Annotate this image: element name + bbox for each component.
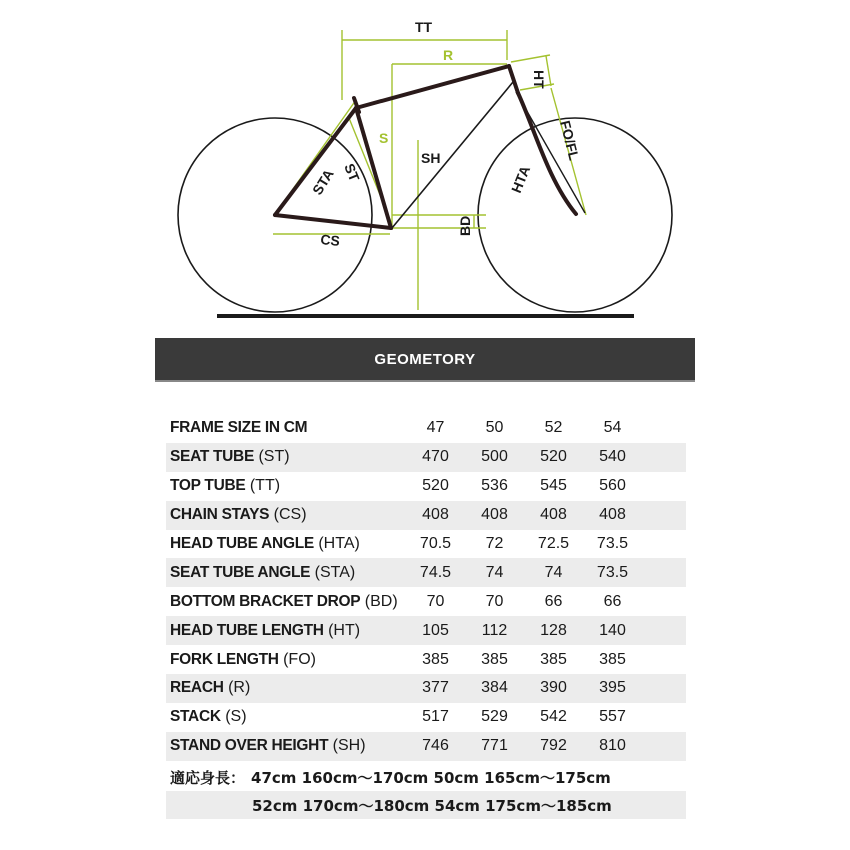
table-cell: 545: [540, 477, 567, 495]
row-label-abbr: (STA): [310, 563, 356, 581]
label-fo-fl: FO/FL: [557, 118, 583, 162]
table-cell: 70: [426, 592, 445, 610]
table-cell: 390: [524, 674, 583, 703]
table-cell: 520: [524, 443, 583, 472]
table-row: [166, 414, 686, 443]
table-cell: 72.5: [537, 535, 570, 552]
table-cell: 73.5: [596, 535, 629, 552]
row-label: [166, 501, 406, 530]
row-label-name: BOTTOM BRACKET DROP: [170, 592, 361, 610]
table-cell: 385: [540, 650, 567, 668]
table-row: [166, 472, 686, 501]
table-cell: 771: [465, 732, 524, 761]
row-label-name: FRAME SIZE IN CM: [170, 419, 308, 437]
table-cell: 810: [583, 732, 642, 761]
row-label: [166, 703, 406, 732]
row-label-name: REACH: [170, 679, 224, 697]
row-label-abbr: (HT): [323, 621, 361, 639]
table-cell: 746: [406, 732, 465, 761]
row-label: [166, 587, 406, 616]
table-row: [166, 674, 686, 703]
row-label-abbr: (HTA): [313, 535, 360, 552]
row-padding: [642, 616, 686, 645]
label-sta: STA: [308, 166, 337, 198]
fit-line-1: 47cm 160cm〜170cm 50cm 165cm〜175cm: [251, 768, 611, 787]
label-r: R: [443, 47, 454, 63]
row-padding: [642, 558, 686, 587]
label-s: S: [379, 130, 389, 146]
table-cell: 384: [465, 674, 524, 703]
table-cell: 74: [465, 558, 524, 587]
row-padding: [642, 443, 686, 472]
table-row: [166, 587, 686, 616]
table-row: [166, 530, 686, 559]
table-cell: 70: [485, 592, 504, 610]
row-label: [166, 558, 406, 587]
table-cell: 52: [544, 419, 563, 437]
label-tt: TT: [415, 19, 433, 35]
row-label-abbr: (SH): [328, 737, 366, 755]
table-row: [166, 703, 686, 732]
table-cell: 540: [583, 443, 642, 472]
row-padding: [642, 530, 686, 559]
row-padding: [642, 645, 686, 674]
table-cell: 542: [540, 708, 567, 726]
row-label-abbr: (S): [220, 708, 247, 726]
table-cell: 395: [583, 674, 642, 703]
row-label-name: SEAT TUBE ANGLE: [170, 563, 311, 581]
row-label-abbr: (ST): [254, 448, 290, 466]
row-label-name: STAND OVER HEIGHT: [170, 737, 329, 755]
row-label: [166, 732, 406, 761]
label-bd: BD: [457, 215, 473, 236]
down-tube: [392, 82, 513, 228]
table-cell: 377: [406, 674, 465, 703]
row-label-name: HEAD TUBE LENGTH: [170, 621, 324, 639]
table-cell: 112: [465, 616, 524, 645]
row-label-abbr: (CS): [269, 506, 307, 524]
table-cell: 74: [524, 558, 583, 587]
table-cell: 74.5: [406, 558, 465, 587]
row-label-name: HEAD TUBE ANGLE: [170, 535, 314, 552]
row-padding: [642, 587, 686, 616]
table-cell: 520: [422, 477, 449, 495]
row-label: [166, 616, 406, 645]
row-label-abbr: (BD): [360, 592, 398, 610]
table-row: [166, 501, 686, 530]
table-row: [166, 616, 686, 645]
row-label: [166, 645, 406, 674]
row-label-name: SEAT TUBE: [170, 448, 254, 466]
label-st: ST: [341, 161, 363, 184]
table-cell: 128: [524, 616, 583, 645]
row-label: [166, 414, 406, 443]
table-cell: 70.5: [419, 535, 452, 552]
table-cell: 54: [603, 419, 622, 437]
table-cell: 47: [426, 419, 445, 437]
row-padding: [642, 472, 686, 501]
table-row: [166, 645, 686, 674]
table-cell: 66: [603, 592, 622, 610]
table-row: [166, 443, 686, 472]
table-cell: 792: [524, 732, 583, 761]
row-label-abbr: (FO): [278, 650, 316, 668]
table-cell: 66: [544, 592, 563, 610]
fit-row-1: [166, 763, 686, 791]
row-padding: [642, 501, 686, 530]
table-cell: 385: [422, 650, 449, 668]
table-cell: 408: [583, 501, 642, 530]
table-cell: 500: [465, 443, 524, 472]
row-label: [166, 674, 406, 703]
table-row: [166, 732, 686, 761]
frame: [275, 66, 576, 228]
table-cell: 408: [524, 501, 583, 530]
table-row: [166, 558, 686, 587]
row-label-name: FORK LENGTH: [170, 650, 279, 668]
bike-geometry-diagram: [0, 0, 850, 340]
row-padding: [642, 414, 686, 443]
table-cell: 529: [481, 708, 508, 726]
table-cell: 140: [583, 616, 642, 645]
geometry-table: [166, 414, 686, 761]
table-cell: 385: [481, 650, 508, 668]
table-cell: 560: [599, 477, 626, 495]
row-label: [166, 530, 406, 559]
table-cell: 557: [599, 708, 626, 726]
row-label: [166, 472, 406, 501]
row-label-abbr: (TT): [245, 477, 281, 495]
table-cell: 408: [465, 501, 524, 530]
table-cell: 517: [422, 708, 449, 726]
table-cell: 50: [485, 419, 504, 437]
fit-row-2: [166, 791, 686, 819]
table-cell: 105: [406, 616, 465, 645]
table-cell: 408: [406, 501, 465, 530]
row-label-name: CHAIN STAYS: [170, 506, 270, 524]
row-padding: [642, 703, 686, 732]
geometry-header: GEOMETORY: [155, 338, 695, 380]
row-padding: [642, 674, 686, 703]
table-cell: 385: [599, 650, 626, 668]
table-cell: 470: [406, 443, 465, 472]
row-label-name: TOP TUBE: [170, 477, 246, 495]
label-ht: HT: [531, 70, 547, 89]
label-hta: HTA: [507, 163, 534, 196]
row-label-abbr: (R): [223, 679, 251, 697]
fit-title: 適応身長：: [170, 768, 246, 787]
table-cell: 72: [485, 535, 504, 552]
row-label-name: STACK: [170, 708, 221, 726]
row-label: [166, 443, 406, 472]
fit-line-2: 52cm 170cm〜180cm 54cm 175cm〜185cm: [252, 796, 612, 815]
label-sh: SH: [421, 150, 441, 166]
table-cell: 536: [481, 477, 508, 495]
label-cs: CS: [319, 231, 341, 250]
row-padding: [642, 732, 686, 761]
table-cell: 73.5: [583, 558, 642, 587]
